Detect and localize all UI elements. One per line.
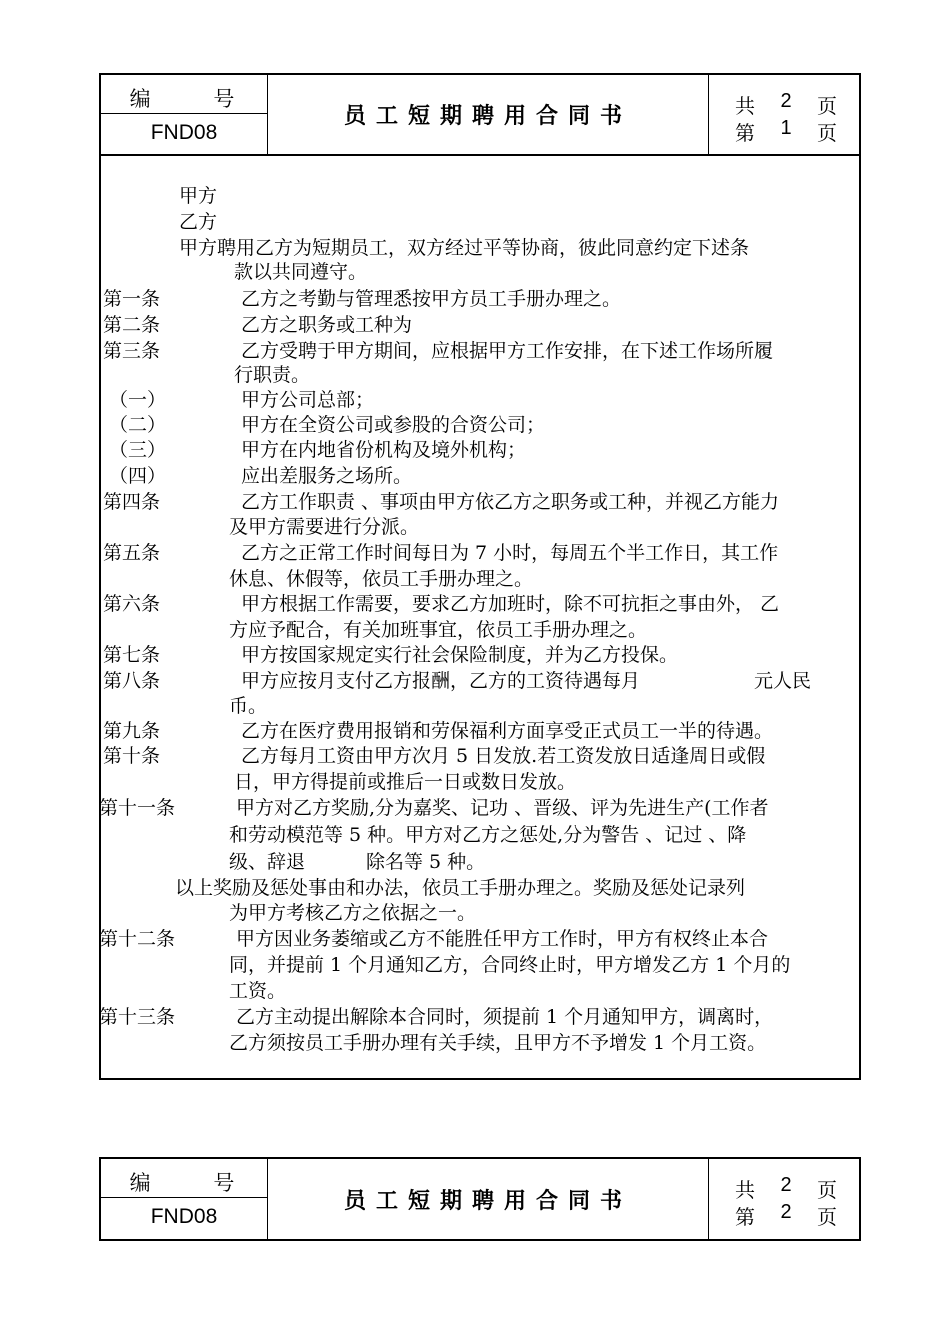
party-a-line: 甲方 [179, 185, 218, 207]
clause-text: 日，甲方得提前或推后一日或数日发放。 [234, 771, 577, 793]
clause-text: 同，并提前 1 个月通知乙方，合同终止时，甲方增发乙方 1 个月的 [229, 954, 791, 976]
clause-text: 乙方每月工资由甲方次月 5 日发放.若工资发放日适逢周日或假 [241, 745, 766, 767]
clause-text: 甲方对乙方奖励,分为嘉奖、记功 、晋级、评为先进生产(工作者 [236, 797, 769, 819]
clause-text: 甲方按国家规定实行社会保险制度，并为乙方投保。 [241, 644, 679, 666]
divider [101, 113, 267, 114]
clause-text: 乙方须按员工手册办理有关手续，且甲方不予增发 1 个月工资。 [229, 1032, 767, 1054]
sub-item-text: 应出差服务之场所。 [241, 465, 413, 487]
number-cell [101, 75, 268, 154]
clause-text: 乙方之考勤与管理悉按甲方员工手册办理之。 [241, 288, 622, 310]
sub-item-text: 甲方公司总部； [241, 389, 375, 411]
clause-number: 第四条 [103, 491, 161, 513]
total-pages: 2 [780, 1174, 792, 1196]
clause-number: 第五条 [103, 542, 161, 564]
document-code: FND08 [150, 121, 218, 144]
page-unit: 页 [817, 1178, 837, 1202]
clause-text: 和劳动模范等 5 种。甲方对乙方之惩处,分为警告 、记过 、降 [229, 824, 747, 846]
number-label: 编 号 [129, 1171, 263, 1195]
clause-number: 第十二条 [99, 928, 176, 950]
clause-number: 第十条 [103, 745, 161, 767]
clause-text: 除名等 5 种。 [366, 851, 486, 873]
divider [101, 1197, 267, 1198]
number-cell [101, 1159, 268, 1239]
clause-text: 乙方之职务或工种为 [241, 314, 413, 336]
document-title: 员工短期聘用合同书 [268, 75, 709, 154]
preamble-line: 款以共同遵守。 [234, 261, 368, 283]
current-label: 第 [735, 121, 755, 145]
page-counter [709, 75, 859, 154]
page-unit: 页 [817, 1205, 837, 1229]
current-label: 第 [735, 1205, 755, 1229]
clause-text: 甲方因业务萎缩或乙方不能胜任甲方工作时，甲方有权终止本合 [236, 928, 769, 950]
clause-text: 币。 [229, 695, 268, 717]
clause-text: 乙方在医疗费用报销和劳保福利方面享受正式员工一半的待遇。 [241, 720, 774, 742]
sub-item-number: （二） [109, 414, 167, 436]
clause-text: 乙方主动提出解除本合同时，须提前 1 个月通知甲方，调离时， [236, 1006, 774, 1028]
clause-number: 第十三条 [99, 1006, 176, 1028]
party-b-line: 乙方 [179, 211, 218, 233]
page-counter [709, 1159, 859, 1239]
clause-number: 第九条 [103, 720, 161, 742]
clause-number: 第三条 [103, 340, 161, 362]
clause-text: 方应予配合，有关加班事宜，依员工手册办理之。 [229, 619, 648, 641]
sub-item-number: （三） [109, 439, 167, 461]
number-label: 编 号 [129, 87, 263, 111]
clause-number: 第一条 [103, 288, 161, 310]
clause-number: 第十一条 [99, 797, 176, 819]
sub-item-text: 甲方在内地省份机构及境外机构； [241, 439, 527, 461]
page-unit: 页 [817, 94, 837, 118]
page1-header [99, 73, 861, 156]
sub-item-number: （一） [109, 389, 167, 411]
total-pages: 2 [780, 90, 792, 112]
document-title: 员工短期聘用合同书 [268, 1159, 709, 1239]
clause-text: 乙方受聘于甲方期间，应根据甲方工作安排，在下述工作场所履 [241, 340, 774, 362]
page-unit: 页 [817, 121, 837, 145]
clause-text: 级、辞退 [229, 851, 306, 873]
page2-header [99, 1157, 861, 1241]
clause-text: 休息、休假等，依员工手册办理之。 [229, 568, 534, 590]
clause-text: 工资。 [229, 980, 287, 1002]
clause-text: 元人民 [754, 670, 812, 692]
clause-number: 第六条 [103, 593, 161, 615]
clause-text: 行职责。 [234, 364, 311, 386]
preamble-line: 甲方聘用乙方为短期员工，双方经过平等协商，彼此同意约定下述条 [179, 237, 750, 259]
clause-number: 第七条 [103, 644, 161, 666]
current-page: 1 [780, 117, 792, 139]
clause-text: 甲方应按月支付乙方报酬，乙方的工资待遇每月 [241, 670, 641, 692]
clause-number: 第二条 [103, 314, 161, 336]
clause-text: 乙方之正常工作时间每日为 7 小时，每周五个半工作日，其工作 [241, 542, 779, 564]
current-page: 2 [780, 1201, 792, 1223]
sub-item-text: 甲方在全资公司或参股的合资公司； [241, 414, 546, 436]
document-code: FND08 [150, 1205, 218, 1228]
clause-text: 甲方根据工作需要，要求乙方加班时，除不可抗拒之事由外， 乙 [241, 593, 780, 615]
clause-text: 及甲方需要进行分派。 [229, 516, 420, 538]
total-label: 共 [735, 1178, 755, 1202]
sub-item-number: （四） [109, 465, 167, 487]
note-line: 以上奖励及惩处事由和办法，依员工手册办理之。奖励及惩处记录列 [175, 877, 746, 899]
total-label: 共 [735, 94, 755, 118]
note-line: 为甲方考核乙方之依据之一。 [229, 902, 477, 924]
clause-number: 第八条 [103, 670, 161, 692]
clause-text: 乙方工作职责 、事项由甲方依乙方之职务或工种，并视乙方能力 [241, 491, 780, 513]
